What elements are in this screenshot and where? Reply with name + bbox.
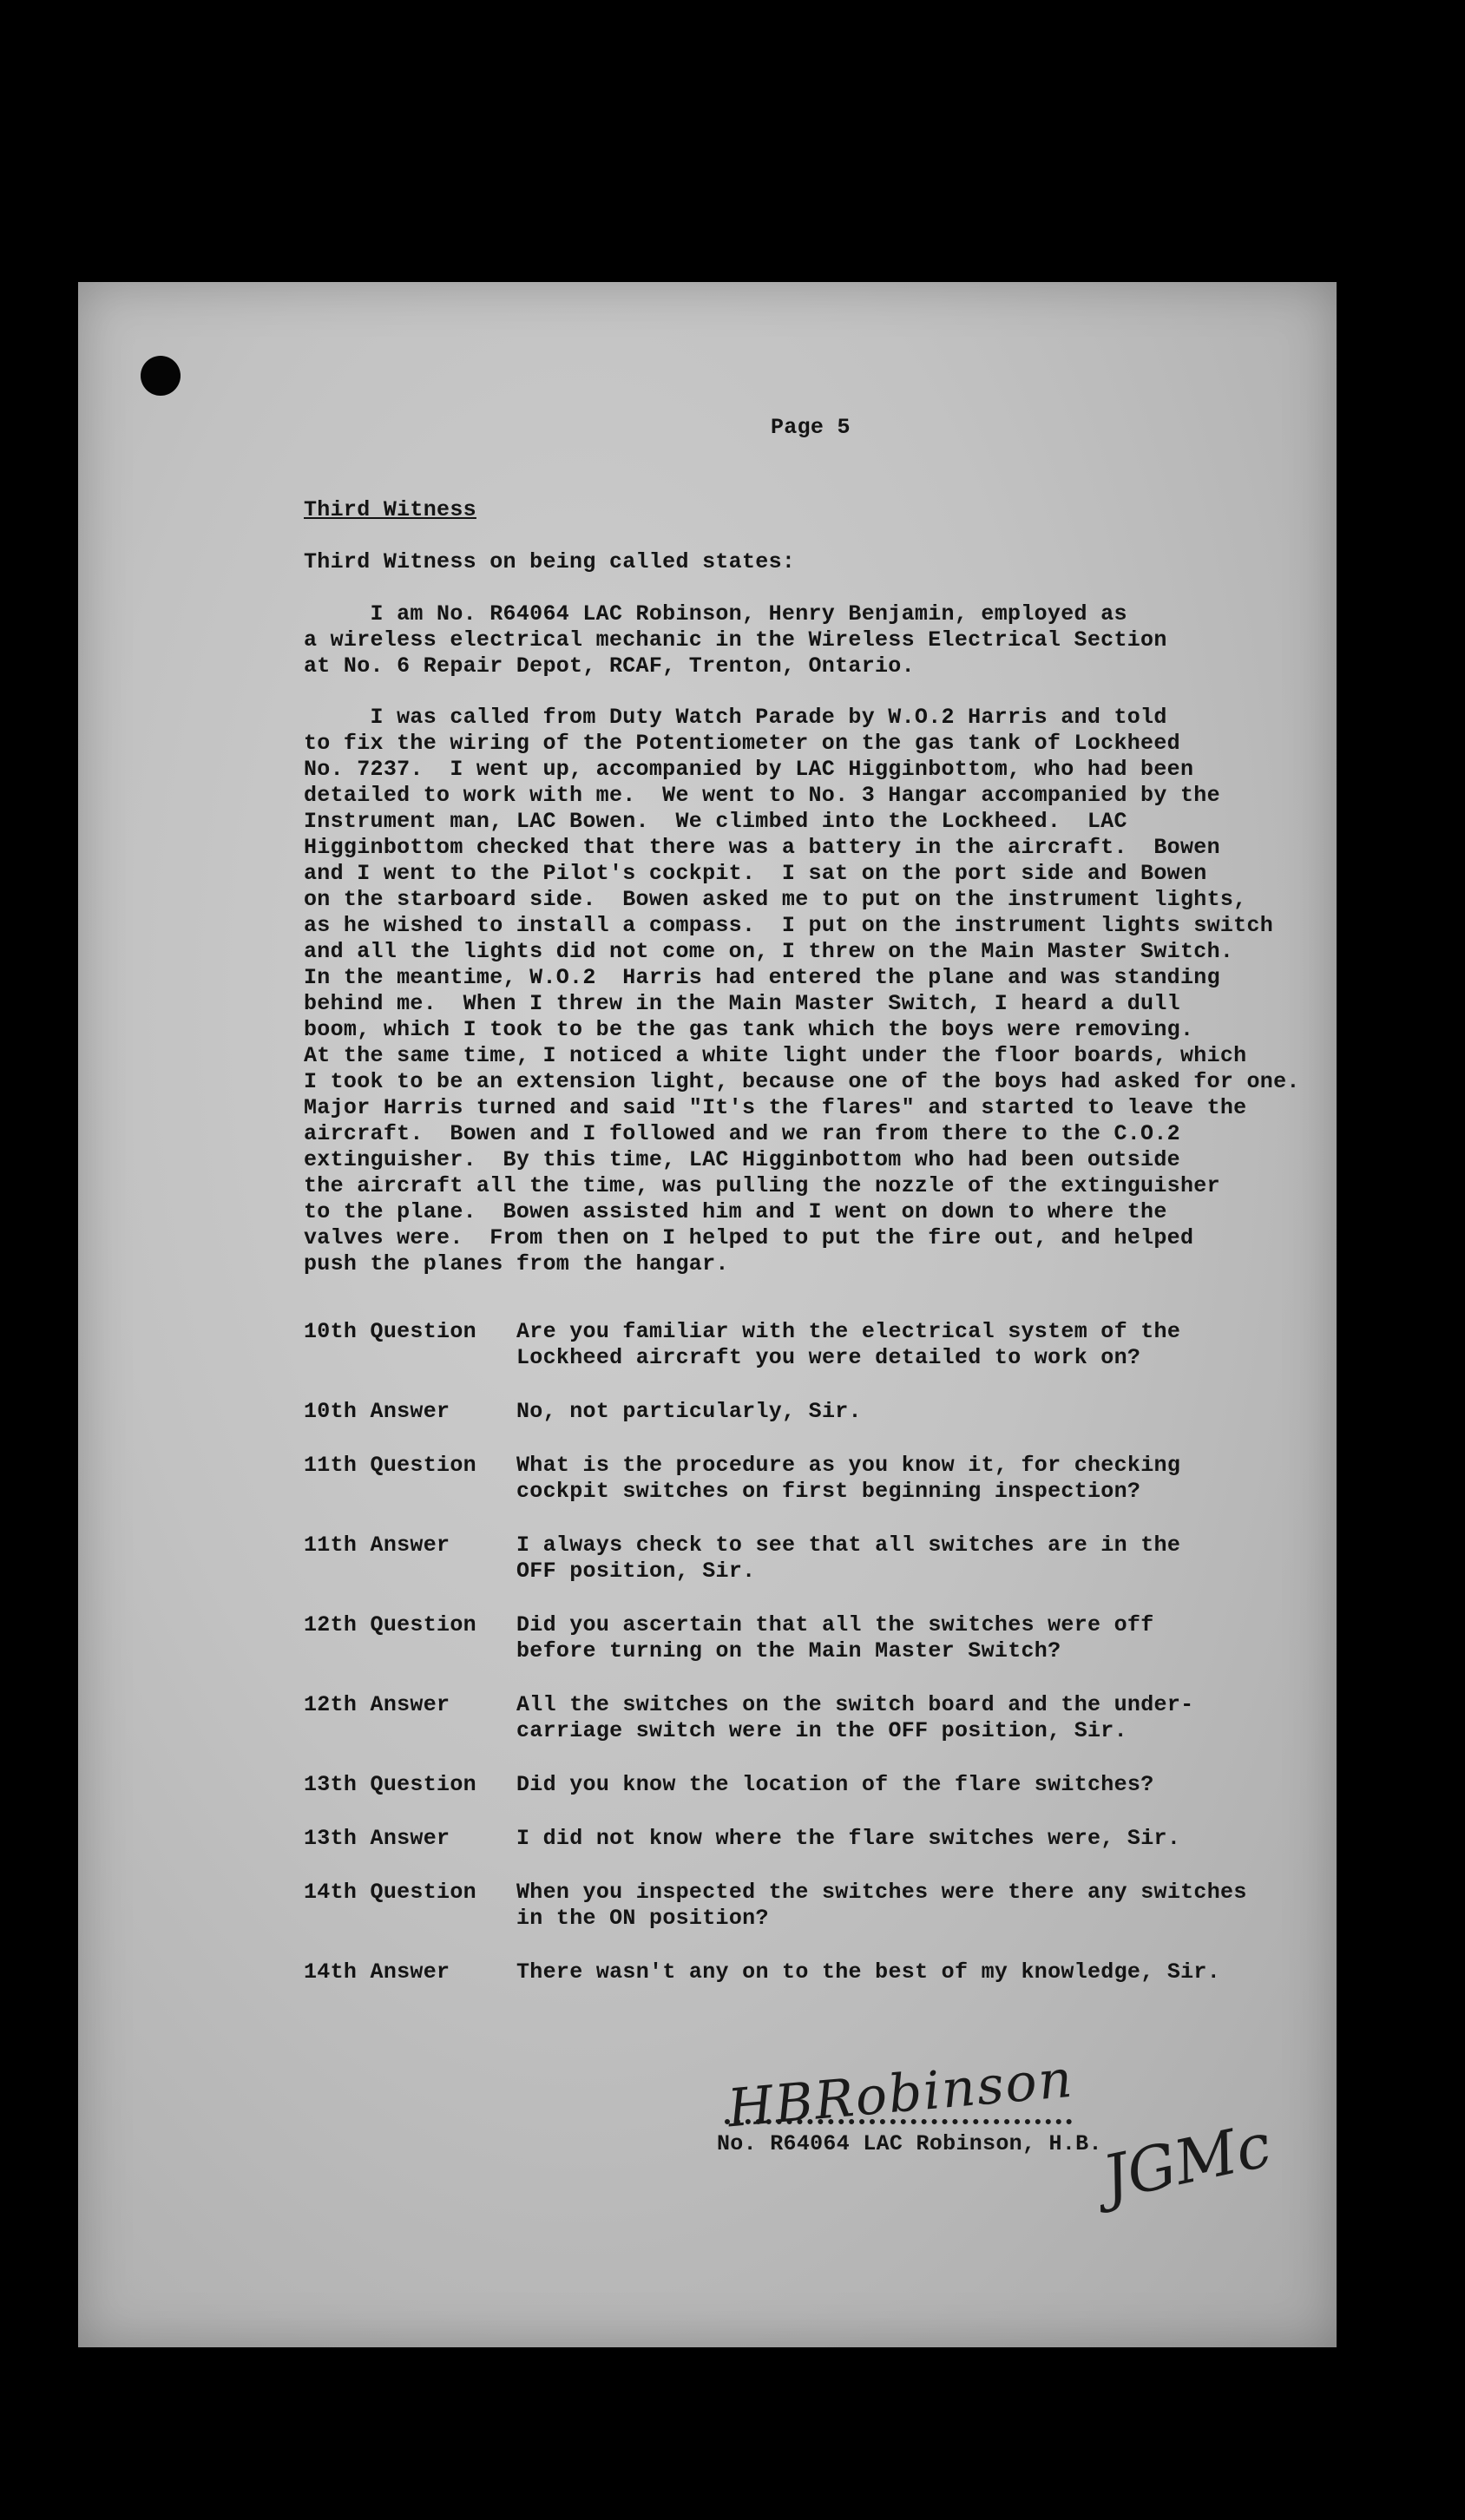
signature-typed-name: No. R64064 LAC Robinson, H.B. [717, 2131, 1102, 2156]
signature-dotted-line [725, 2119, 1072, 2124]
document-page [78, 282, 1337, 2347]
paragraph-line: boom, which I took to be the gas tank which the boys were removing. [304, 1017, 1194, 1042]
qa-text [516, 1692, 1297, 1744]
qa-text [516, 1399, 1297, 1425]
qa-text-line: I always check to see that all switches are in the [516, 1532, 1181, 1558]
paragraph-line: the aircraft all the time, was pulling the nozzle of the extinguisher [304, 1173, 1220, 1198]
handwritten-initials: JGMc [1096, 2109, 1278, 2215]
qa-label: 13th Question [304, 1772, 476, 1797]
page-number: Page 5 [771, 415, 851, 440]
paragraph-line: I took to be an extension light, because one of the boys had asked for one. [304, 1069, 1300, 1094]
qa-text-line: in the ON position? [516, 1906, 769, 1931]
qa-text-line: Are you familiar with the electrical system of the [516, 1319, 1181, 1344]
paragraph-line: aircraft. Bowen and I followed and we ran from there to the C.O.2 [304, 1121, 1180, 1146]
qa-text-line: cockpit switches on first beginning inspection? [516, 1479, 1141, 1504]
qa-text [516, 1959, 1297, 1985]
paragraph-line: behind me. When I threw in the Main Master Switch, I heard a dull [304, 991, 1180, 1016]
qa-label: 12th Answer [304, 1692, 450, 1717]
paragraph-line: At the same time, I noticed a white light under the floor boards, which [304, 1043, 1247, 1068]
qa-text-line: OFF position, Sir. [516, 1559, 756, 1584]
qa-text-line: Did you ascertain that all the switches were off [516, 1612, 1154, 1637]
qa-text-line: Lockheed aircraft you were detailed to work on? [516, 1345, 1141, 1370]
paragraph-line: a wireless electrical mechanic in the Wireless Electrical Section [304, 627, 1167, 653]
qa-text [516, 1319, 1297, 1371]
paragraph-line: No. 7237. I went up, accompanied by LAC Higginbottom, who had been [304, 757, 1194, 782]
qa-text-line: There wasn't any on to the best of my knowledge, Sir. [516, 1959, 1221, 1985]
qa-text-line: I did not know where the flare switches were, Sir. [516, 1826, 1181, 1851]
paragraph-line: I am No. R64064 LAC Robinson, Henry Benjamin, employed as [304, 601, 1127, 627]
statement-paragraph-2 [304, 705, 1300, 1277]
paragraph-line: valves were. From then on I helped to put the fire out, and helped [304, 1225, 1194, 1250]
paragraph-line: on the starboard side. Bowen asked me to put on the instrument lights, [304, 887, 1247, 912]
paragraph-line: push the planes from the hangar. [304, 1251, 729, 1276]
paragraph-line: to fix the wiring of the Potentiometer on the gas tank of Lockheed [304, 731, 1180, 756]
paragraph-line: extinguisher. By this time, LAC Higginbottom who had been outside [304, 1147, 1180, 1172]
paragraph-line: to the plane. Bowen assisted him and I went on down to where the [304, 1199, 1167, 1224]
qa-text [516, 1880, 1297, 1932]
qa-text-line: All the switches on the switch board and the under- [516, 1692, 1194, 1717]
qa-label: 13th Answer [304, 1826, 450, 1851]
qa-text [516, 1826, 1297, 1852]
paragraph-line: detailed to work with me. We went to No. 3 Hangar accompanied by the [304, 783, 1220, 808]
paragraph-line: at No. 6 Repair Depot, RCAF, Trenton, Ontario. [304, 653, 915, 679]
qa-text [516, 1772, 1297, 1798]
paragraph-line: Major Harris turned and said "It's the flares" and started to leave the [304, 1095, 1247, 1120]
handwritten-signature: HBRobinson [725, 2048, 1076, 2140]
paragraph-line: as he wished to install a compass. I put on the instrument lights switch [304, 913, 1274, 938]
qa-text-line: carriage switch were in the OFF position, Sir. [516, 1718, 1127, 1743]
qa-label: 10th Question [304, 1319, 476, 1344]
qa-label: 14th Answer [304, 1959, 450, 1985]
qa-label: 10th Answer [304, 1399, 450, 1424]
qa-label: 11th Question [304, 1453, 476, 1478]
paragraph-line: In the meantime, W.O.2 Harris had entered the plane and was standing [304, 965, 1220, 990]
qa-label: 11th Answer [304, 1532, 450, 1558]
punch-hole [141, 356, 181, 396]
paragraph-line: and all the lights did not come on, I threw on the Main Master Switch. [304, 939, 1234, 964]
qa-text [516, 1612, 1297, 1664]
statement-paragraph-1 [304, 601, 1284, 679]
paragraph-line: I was called from Duty Watch Parade by W.O.2 Harris and told [304, 705, 1167, 730]
qa-text-line: No, not particularly, Sir. [516, 1399, 862, 1424]
paragraph-line: Instrument man, LAC Bowen. We climbed into the Lockheed. LAC [304, 809, 1127, 834]
qa-text-line: Did you know the location of the flare switches? [516, 1772, 1154, 1797]
section-heading: Third Witness [304, 497, 476, 522]
qa-text-line: When you inspected the switches were there any switches [516, 1880, 1247, 1905]
qa-text [516, 1453, 1297, 1505]
intro-line: Third Witness on being called states: [304, 549, 796, 574]
qa-label: 12th Question [304, 1612, 476, 1637]
qa-text-line: before turning on the Main Master Switch? [516, 1638, 1061, 1664]
qa-text [516, 1532, 1297, 1585]
qa-label: 14th Question [304, 1880, 476, 1905]
paragraph-line: and I went to the Pilot's cockpit. I sat on the port side and Bowen [304, 861, 1207, 886]
paragraph-line: Higginbottom checked that there was a battery in the aircraft. Bowen [304, 835, 1220, 860]
qa-text-line: What is the procedure as you know it, for checking [516, 1453, 1181, 1478]
